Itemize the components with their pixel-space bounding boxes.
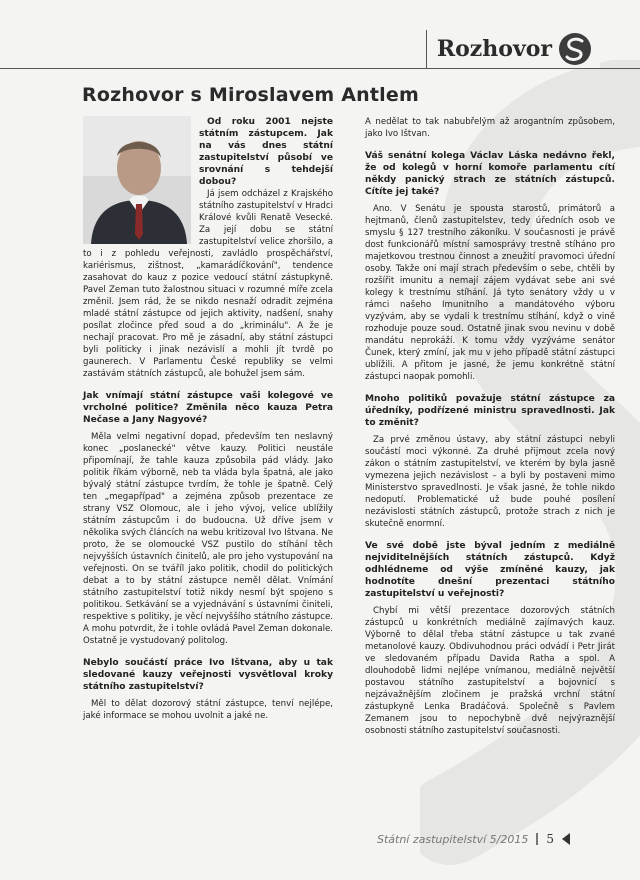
page-footer — [377, 832, 570, 846]
right-column — [365, 116, 615, 737]
question: Mnoho politiků považuje státní zástupce za úředníky, podřízené ministru spravedlnosti. Jak to změnit? — [365, 394, 615, 428]
question: Váš senátní kolega Václav Láska nedávno řekl, že od kolegů v horní komoře parlamentu cítí někdy panický strach ze státních zástupců. Cítíte jej také? — [365, 151, 615, 197]
paragraph: Měl to dělat dozorový státní zástupce, tenví nejlépe, jaké informace se mohou uvolnit a jaké ne. — [83, 699, 333, 721]
intro-question: Od roku 2001 nejste státním zástupcem. Jak na vás dnes státní zastupitelství působí ve srovnání s tehdejší dobou? — [199, 117, 333, 187]
publication-name: Státní zastupitelství 5/2015 — [376, 832, 529, 846]
page-number: 5 — [546, 832, 554, 846]
question: Ve své době jste býval jedním z mediálně nejviditelnějších státních zástupců. Když odhlédneme od výše zmíněné kauzy, jak hodnotíte dnešní prezentaci státního zastupitelství u veřejnosti? — [365, 541, 615, 599]
section-label: Rozhovor — [436, 36, 552, 62]
question: Jak vnímají státní zástupce vaši kolegové ve vrcholné politice? Změnila něco kauza Petra Nečase a Jany Nagyové? — [83, 391, 333, 425]
paragraph: Já jsem odcházel z Krajského státního zastupitelství v Hradci Králové kvůli Renatě Vesecké. Za její dobu se státní zastupitelství velice zhoršilo, a to i z pohledu veřejnosti, zavládlo prospěchářství, kariérismus, zištnost, „kamarádíčkování", tendence zasahovat do kauz z pozice vedoucí státní zástupkyně. Pavel Zeman tuto žalostnou situaci v rozumné míře zcela změnil. Jsem rád, že se nikdo nesnaží odradit zejména mladé státní zástupce od jejich aktivity, nadšení, snahy posílat zločince před soud a do „kriminálu". A že je nechají pracovat. Pro mě je zásadní, aby státní zástupci byli politicky i jinak nezávislí a mohli jít tvrdě po gaunerech. V Parlamentu České republiky se velmi zastávám státních zástupců, ale bohužel jsem sám. — [83, 189, 333, 379]
arrow-left-icon — [562, 833, 570, 845]
portrait-photo — [83, 116, 191, 244]
paragraph: Chybí mi větší prezentace dozorových státních zástupců u konkrétních mediálně zajímavých kauz. Výborně to dělal třeba státní zástupce u tak zvané metanolové kauzy. Obdivuhodnou práci odvádí i Petr Jirát ve sledovaném případu Davida Ratha a spol. A dlouhodobě lidmi nejlépe vnímanou, mediálně největší postavou státního zastupitelství a bojovnicí s nejzávažnějším zločinem je pražská vrchní státní zástupkyně Lenka Bradáčová. Společně s Pavlem Zemanem jsou to nepochybně dvě nejvýraznější osobnosti státního zastupitelství současnosti. — [365, 606, 615, 736]
paragraph: Ano. V Senátu je spousta starostů, primátorů a hejtmanů, členů zastupitelstev, tedy úředních osob ve smyslu § 127 trestního zákoníku. V současnosti je právě dost funkcionářů místní samosprávy trestně stíháno pro majetkovou trestnou činnost a zneužití pravomoci úřední osoby. Takže oni mají strach především o sebe, chtěli by rozšířit imunitu a nemají zájem vydávat sebe ani své kolegy k trestnímu stíhání. Já tyto senátory vždy u v rámci našeho Imunitního a mandátového výboru vyzývám, aby se vydali k trestnímu stíhání, když o vině rozhoduje pouze soud. Ostatně jinak svou nevinu v době mandátu neprokáží. K tomu vždy vyzýváme senátor Čunek, který zmíní, jak mu v jeho případě státní zástupci ublížili. A přitom je jasné, že jemu konkrétně státní zástupci naopak pomohli. — [365, 204, 615, 382]
s-logo-icon — [558, 32, 592, 66]
section-header — [426, 30, 600, 68]
paragraph: Za prvé změnou ústavy, aby státní zástupci nebyli součástí moci výkonné. Za druhé přijmout zcela nový zákon o státním zastupitelství, ve kterém by byla jasně vymezena jejich nezávislost – a byli by postaveni mimo Ministerstvo spravedlnosti. Je však jasné, že tohle nikdo nedoputí. Problematické už bude pouhé posílení nezávislosti státních zástupců, protože strach z nich je skutečně enormní. — [365, 435, 615, 529]
paragraph: A nedělat to tak nabubřelým až arogantním způsobem, jako Ivo Ištvan. — [365, 117, 615, 139]
question: Nebylo součástí práce Ivo Ištvana, aby u tak sledované kauzy veřejnosti vysvětloval kroky státního zastupitelství? — [83, 658, 333, 692]
paragraph: Měla velmi negativní dopad, především ten neslavný konec „poslanecké" větve kauzy. Politici neustále připomínají, že tahle kauza způsobila pád vlády. Jako politik říkám výborně, neb ta vláda byla špatná, ale jako bývalý státní zástupce tvrdím, že tohle je špatně. Celý ten „megapřípad" a zejména způsob prezentace ze strany VSZ Olomouc, ale i jeho vývoj, velice ublížily státním zástupcům i do budoucna. Už dříve jsem v několika svých článcích na webu kritizoval Ivo Ištvana. Ne proto, že se olomoucké VSZ pustilo do stíhání těch nejvyšších ústavních činitelů, ale pro jeho vystupování na veřejnosti. On se tváříl jako politik, chodil do politických debat a to by státní zástupce neměl dělat. Vnímání státního zastupitelství totiž nikdy nesmí být spojeno s politikou. Setkávání se a vyjednávání s ústavními činiteli, respektive s politiky, je věcí nejvyššího státního zástupce. A mohu potvrdit, že i tohle ovládá Pavel Zeman dokonale. Ostatně je vystudovaný politolog. — [83, 432, 333, 646]
article-title: Rozhovor s Miroslavem Antlem — [82, 84, 419, 106]
left-column — [83, 116, 333, 722]
footer-divider — [536, 833, 538, 845]
